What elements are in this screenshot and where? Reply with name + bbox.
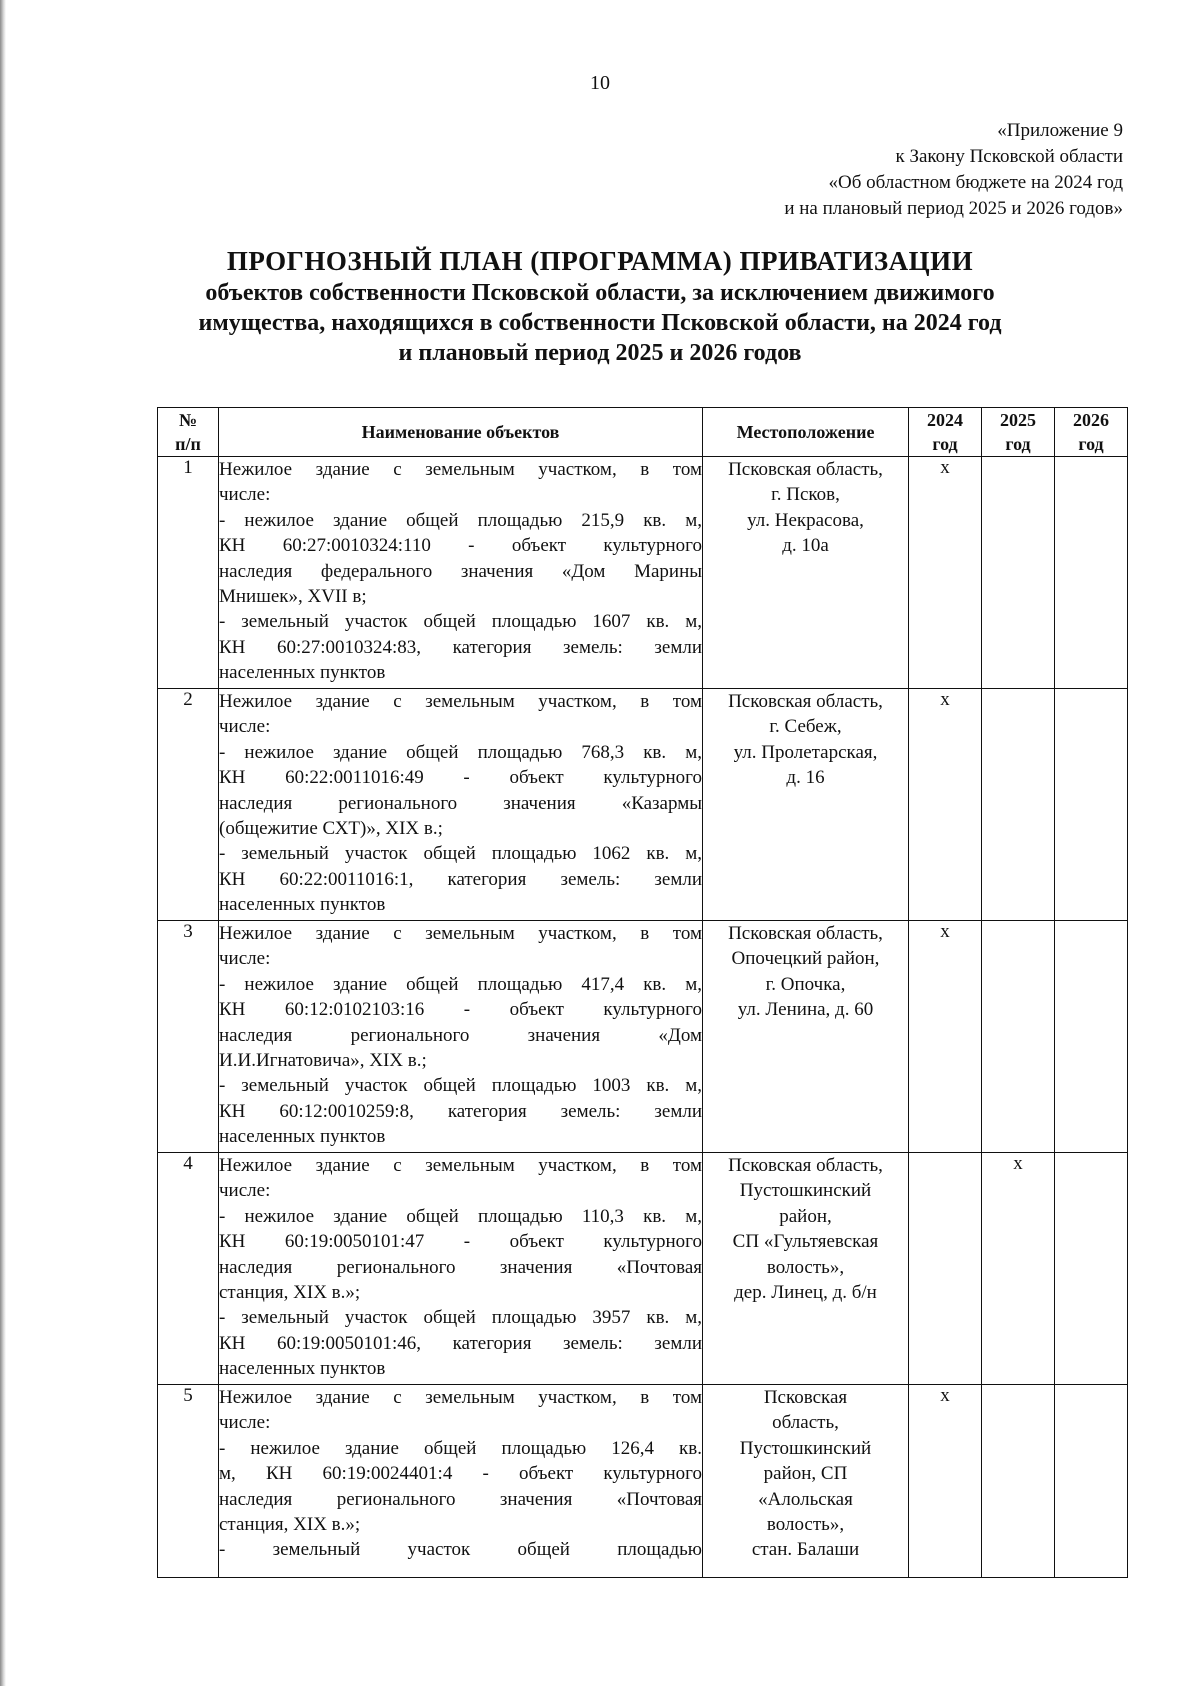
location-line: г. Псков, (771, 484, 840, 506)
object-name-line: станция, XIX в.»; (219, 1282, 361, 1304)
location-line: Псковская область, (728, 923, 883, 944)
object-name-line: - земельный участок общей площадью 1062 кв. м, (219, 843, 702, 865)
appendix-line: «Об областном бюджете на 2024 год (828, 172, 1123, 193)
appendix-line: «Приложение 9 (997, 120, 1123, 141)
location-line: Псковская область, (728, 1155, 883, 1176)
object-name-line: КН 60:22:0011016:49 - объект культурного (219, 767, 702, 789)
object-name-line: КН 60:19:0050101:46, категория земель: земли (219, 1332, 702, 1354)
appendix-line: и на плановый период 2025 и 2026 годов» (784, 198, 1123, 219)
row-number: 5 (158, 1385, 219, 1578)
location-line: г. Опочка, (765, 973, 846, 995)
location-line: область, (772, 1412, 839, 1434)
object-name-line: КН 60:27:0010324:110 - объект культурного (219, 535, 702, 557)
appendix-line: к Закону Псковской области (895, 146, 1123, 167)
location-line: д. 10а (782, 535, 829, 557)
header-num: № п/п (158, 408, 219, 457)
object-name-line: наследия регионального значения «Дом (219, 1024, 702, 1046)
header-2026: 2026 год (1055, 408, 1128, 457)
privatization-table (157, 407, 1128, 1578)
header-name: Наименование объектов (219, 408, 703, 457)
object-name-line: Мнишек», XVII в; (219, 586, 367, 608)
row-number: 4 (158, 1153, 219, 1385)
year-mark-2025 (982, 689, 1055, 921)
object-name-line: Нежилое здание с земельным участком, в том (219, 691, 702, 712)
object-name-line: - земельный участок общей площадью (219, 1539, 702, 1561)
table-row (158, 457, 1128, 689)
location-cell (703, 921, 909, 1153)
object-name-line: - нежилое здание общей площадью 126,4 кв. (219, 1437, 702, 1459)
location-line: район, СП (763, 1463, 848, 1485)
year-mark-2026 (1055, 1385, 1128, 1578)
year-mark-2024 (909, 1153, 982, 1385)
year-mark-2025 (982, 457, 1055, 689)
table-row (158, 1153, 1128, 1385)
table-row (158, 921, 1128, 1153)
scan-edge-shadow (0, 0, 6, 1686)
location-line: Опочецкий район, (731, 948, 880, 970)
header-2025: 2025 год (982, 408, 1055, 457)
table-header-row (158, 408, 1128, 457)
object-name-cell (219, 921, 703, 1153)
year-mark-2025: x (982, 1153, 1055, 1385)
appendix-reference (784, 118, 1123, 222)
location-cell (703, 457, 909, 689)
object-name-line: населенных пунктов (219, 1126, 386, 1148)
year-mark-2026 (1055, 457, 1128, 689)
object-name-line: - земельный участок общей площадью 1003 кв. м, (219, 1075, 702, 1097)
object-name-line: наследия регионального значения «Почтовая (219, 1256, 702, 1278)
object-name-line: числе: (219, 716, 271, 738)
object-name-cell (219, 457, 703, 689)
location-line: Пустошкинский (739, 1180, 872, 1202)
object-name-line: числе: (219, 948, 271, 970)
object-name-line: наследия регионального значения «Казармы (219, 792, 702, 814)
row-number: 1 (158, 457, 219, 689)
location-cell (703, 1385, 909, 1578)
title-sub-line: и плановый период 2025 и 2026 годов (398, 340, 802, 366)
object-name-line: населенных пунктов (219, 662, 386, 684)
location-line: дер. Линец, д. б/н (734, 1282, 877, 1304)
location-line: СП «Гультяевская (732, 1231, 879, 1253)
year-mark-2026 (1055, 921, 1128, 1153)
object-name-line: КН 60:19:0050101:47 - объект культурного (219, 1231, 702, 1253)
table-row (158, 1385, 1128, 1578)
location-line: Псковская область, (728, 691, 883, 712)
location-line: стан. Балаши (751, 1539, 860, 1561)
object-name-line: КН 60:27:0010324:83, категория земель: земли (219, 636, 702, 658)
location-line: «Алольская (758, 1488, 853, 1510)
object-name-line: - земельный участок общей площадью 3957 кв. м, (219, 1307, 702, 1329)
object-name-cell (219, 1153, 703, 1385)
object-name-line: числе: (219, 1412, 271, 1434)
object-name-cell (219, 1385, 703, 1578)
document-title (100, 244, 1100, 368)
location-line: Псковская область, (728, 459, 883, 480)
row-number: 3 (158, 921, 219, 1153)
object-name-line: числе: (219, 1180, 271, 1202)
year-mark-2026 (1055, 1153, 1128, 1385)
object-name-line: населенных пунктов (219, 1358, 386, 1380)
object-name-line: Нежилое здание с земельным участком, в том (219, 459, 702, 480)
object-name-line: И.И.Игнатовича», XIX в.; (219, 1050, 427, 1072)
object-name-line: числе: (219, 484, 271, 506)
object-name-line: Нежилое здание с земельным участком, в том (219, 1387, 702, 1408)
page-number: 10 (590, 72, 610, 94)
object-name-line: станция, XIX в.»; (219, 1514, 361, 1536)
object-name-line: наследия федерального значения «Дом Марины (219, 560, 702, 582)
location-line: ул. Ленина, д. 60 (737, 999, 874, 1021)
object-name-line: Нежилое здание с земельным участком, в том (219, 1155, 702, 1176)
object-name-line: наследия регионального значения «Почтовая (219, 1488, 702, 1510)
object-name-line: - земельный участок общей площадью 1607 кв. м, (219, 611, 702, 633)
location-line: ул. Некрасова, (747, 509, 864, 531)
table-row (158, 689, 1128, 921)
year-mark-2025 (982, 921, 1055, 1153)
table-body (158, 457, 1128, 1578)
header-location: Местоположение (703, 408, 909, 457)
year-mark-2024: x (909, 921, 982, 1153)
location-line: волость», (766, 1514, 845, 1536)
location-line: г. Себеж, (769, 716, 842, 738)
object-name-line: КН 60:12:0102103:16 - объект культурного (219, 999, 702, 1021)
year-mark-2024: x (909, 457, 982, 689)
object-name-line: КН 60:12:0010259:8, категория земель: земли (219, 1100, 702, 1122)
object-name-line: - нежилое здание общей площадью 417,4 кв. м, (219, 973, 702, 995)
location-line: Пустошкинский (739, 1437, 872, 1459)
location-line: д. 16 (786, 767, 825, 789)
location-cell (703, 1153, 909, 1385)
header-2024: 2024 год (909, 408, 982, 457)
location-line: район, (779, 1205, 832, 1227)
year-mark-2024: x (909, 689, 982, 921)
object-name-cell (219, 689, 703, 921)
row-number: 2 (158, 689, 219, 921)
year-mark-2026 (1055, 689, 1128, 921)
object-name-line: - нежилое здание общей площадью 215,9 кв. м, (219, 509, 702, 531)
location-line: волость», (766, 1256, 845, 1278)
title-main: ПРОГНОЗНЫЙ ПЛАН (ПРОГРАММА) ПРИВАТИЗАЦИИ (226, 246, 974, 276)
title-sub-line: объектов собственности Псковской области, за исключением движимого (205, 280, 995, 306)
object-name-line: - нежилое здание общей площадью 110,3 кв. м, (219, 1205, 702, 1227)
object-name-line: Нежилое здание с земельным участком, в том (219, 923, 702, 944)
year-mark-2025 (982, 1385, 1055, 1578)
object-name-line: м, КН 60:19:0024401:4 - объект культурного (219, 1463, 702, 1485)
location-line: ул. Пролетарская, (733, 741, 878, 763)
location-line: Псковская (763, 1387, 848, 1408)
object-name-line: - нежилое здание общей площадью 768,3 кв. м, (219, 741, 702, 763)
location-cell (703, 689, 909, 921)
title-sub-line: имущества, находящихся в собственности Псковской области, на 2024 год (198, 310, 1002, 336)
object-name-line: населенных пунктов (219, 894, 386, 916)
object-name-line: КН 60:22:0011016:1, категория земель: земли (219, 868, 702, 890)
object-name-line: (общежитие СХТ)», XIX в.; (219, 818, 443, 840)
year-mark-2024: x (909, 1385, 982, 1578)
